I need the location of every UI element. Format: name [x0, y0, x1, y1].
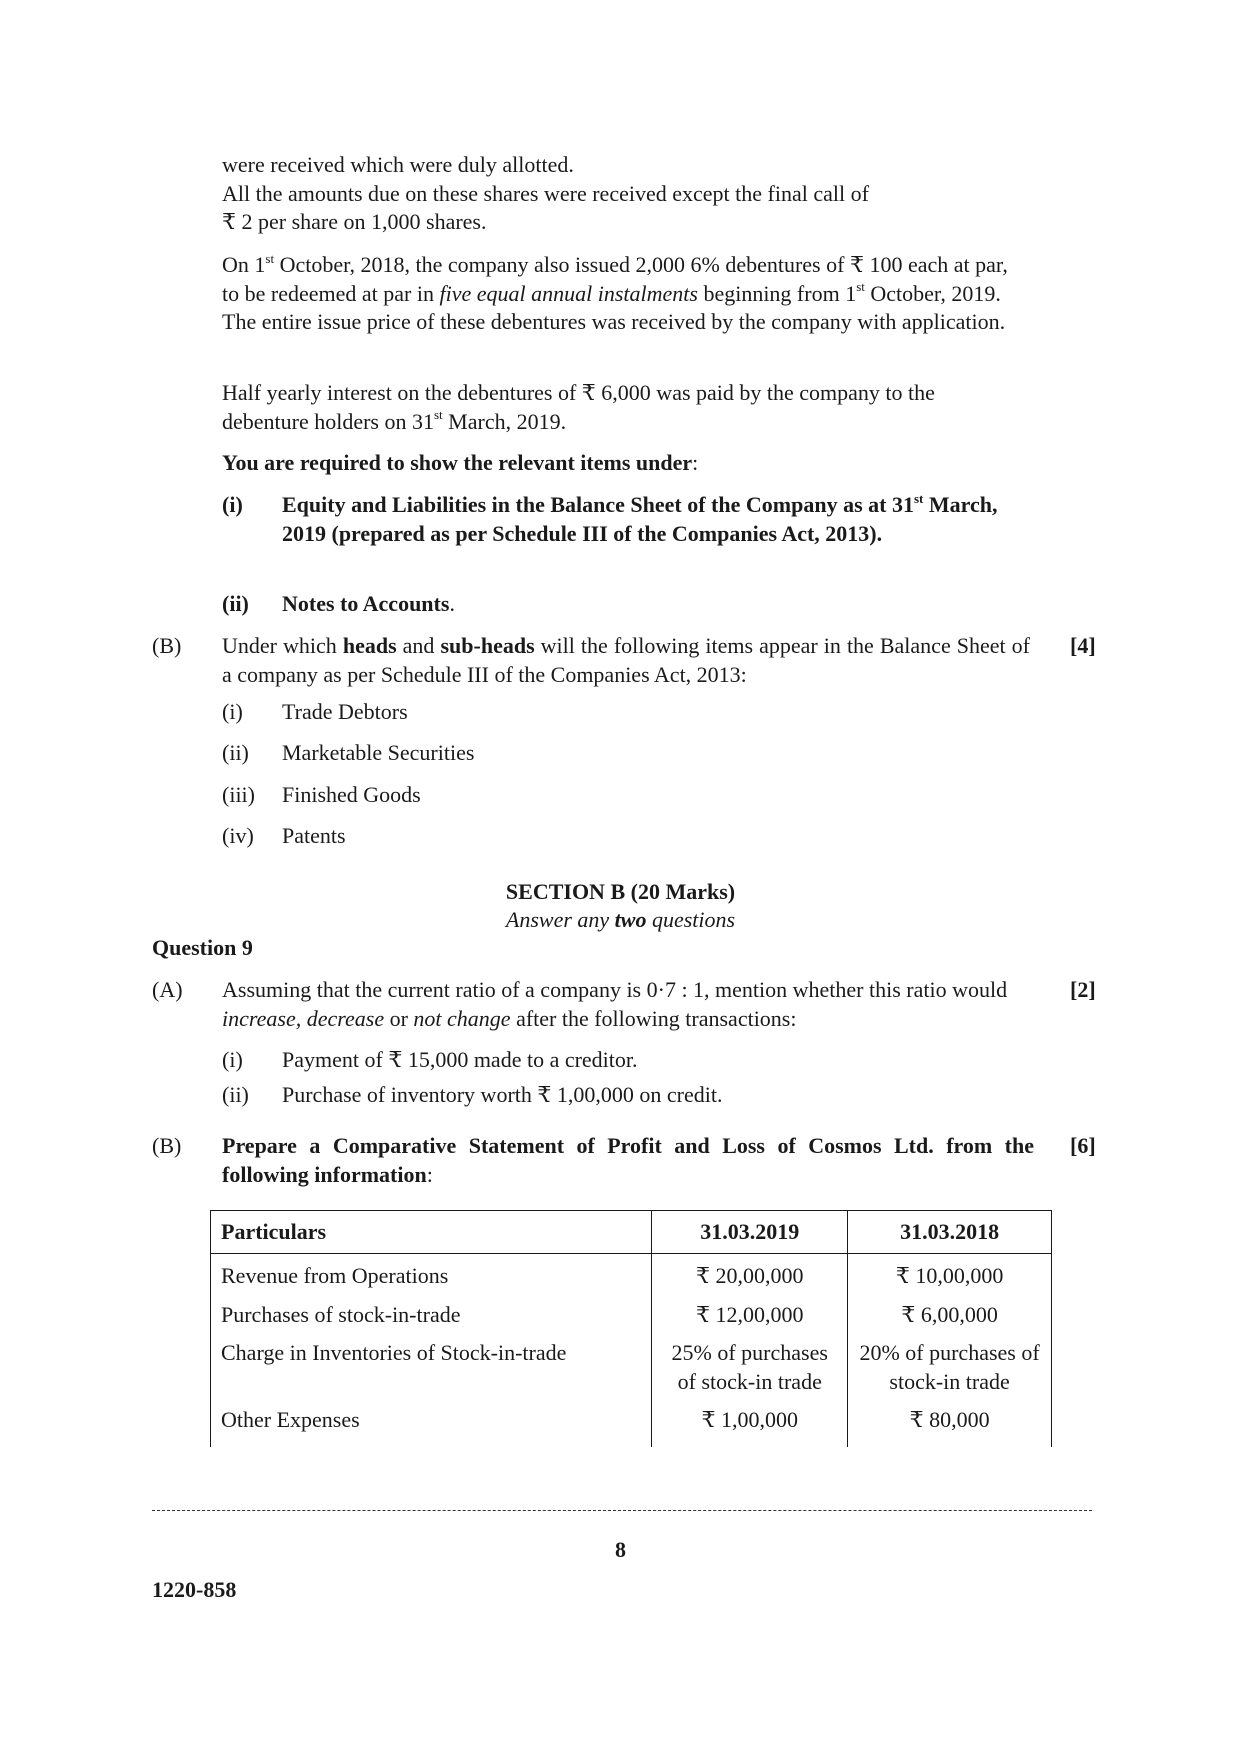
header-2018: 31.03.2018 — [848, 1211, 1052, 1254]
table-row — [211, 1254, 1052, 1293]
q9-A-marks: [2] — [1070, 977, 1096, 1002]
table-header-row — [211, 1211, 1052, 1254]
row-1-2019: ₹ 20,00,000 — [652, 1254, 848, 1293]
intro-line-1: were received which were duly allotted. — [222, 152, 574, 177]
row-3-2019: 25% of purchases of stock-in trade — [652, 1331, 848, 1398]
deb-text-d: October, 2019. The entire issue price of these debentures was received by the company with application. — [222, 280, 1006, 334]
partB-item-3-num: (iii) — [222, 782, 255, 807]
intro-line-3: ₹ 2 per share on 1,000 shares. — [222, 209, 487, 234]
page-number: 8 — [615, 1537, 626, 1562]
required-text: You are required to show the relevant items under — [222, 450, 693, 475]
row-2-2019: ₹ 12,00,000 — [652, 1293, 848, 1332]
q9-B-label: (B) — [152, 1133, 182, 1158]
q9-A-item-1-text: Payment of ₹ 15,000 made to a creditor. — [282, 1047, 638, 1072]
row-4-2019: ₹ 1,00,000 — [652, 1398, 848, 1447]
table-row — [211, 1293, 1052, 1332]
deb-sup-c: st — [856, 279, 865, 295]
row-3-2018: 20% of purchases of stock-in trade — [848, 1331, 1052, 1398]
q9-A-item-2-text: Purchase of inventory worth ₹ 1,00,000 on credit. — [282, 1082, 723, 1107]
partB-item-3-text: Finished Goods — [282, 782, 421, 807]
req-item-2-text: Notes to Accounts. — [282, 591, 455, 616]
row-1-particular: Revenue from Operations — [211, 1254, 652, 1293]
partB-item-1-text: Trade Debtors — [282, 699, 408, 724]
interest-text-b: March, 2019. — [442, 408, 567, 434]
paper-code: 1220-858 — [152, 1577, 237, 1602]
question-9-title: Question 9 — [152, 935, 253, 960]
header-2019: 31.03.2019 — [652, 1211, 848, 1254]
req-item-2-num: (ii) — [222, 591, 249, 616]
table-row — [211, 1398, 1052, 1447]
interest-paragraph — [222, 379, 1012, 436]
deb-text-a: On 1 — [222, 252, 266, 277]
section-b-title: SECTION B (20 Marks) — [505, 879, 736, 904]
partB-item-1-num: (i) — [222, 699, 243, 724]
debentures-paragraph — [222, 251, 1028, 337]
intro-line-2: All the amounts due on these shares were received except the final call of — [222, 180, 869, 206]
q9-A-question: Assuming that the current ratio of a company is 0·7 : 1, mention whether this ratio would increase, decrease or not change after the following transactions: — [222, 977, 1008, 1031]
required-heading — [222, 449, 1022, 478]
interest-sup: st — [434, 407, 443, 423]
intro-text — [222, 151, 1022, 237]
partB-question: Under which heads and sub-heads will the following items appear in the Balance Sheet of a company as per Schedule III of the Companies Act, 2013: — [222, 633, 1030, 687]
q9-B-question: Prepare a Comparative Statement of Profit and Loss of Cosmos Ltd. from the following information: — [222, 1133, 1034, 1187]
partB-label: (B) — [152, 633, 182, 658]
partB-item-2-text: Marketable Securities — [282, 740, 475, 765]
row-1-2018: ₹ 10,00,000 — [848, 1254, 1052, 1293]
partB-item-4-text: Patents — [282, 823, 346, 848]
q9-A-label: (A) — [152, 977, 183, 1002]
footer-divider — [152, 1510, 1092, 1511]
required-colon: : — [692, 450, 699, 475]
deb-italic: five equal annual instalments — [439, 280, 698, 306]
profit-loss-table — [210, 1210, 1052, 1447]
table-row — [211, 1331, 1052, 1398]
row-2-2018: ₹ 6,00,000 — [848, 1293, 1052, 1332]
partB-item-2-num: (ii) — [222, 740, 249, 765]
partB-marks: [4] — [1070, 633, 1096, 658]
row-4-particular: Other Expenses — [211, 1398, 652, 1447]
interest-text-a: Half yearly interest on the debentures of ₹ 6,000 was paid by the company to the debenture holders on 31 — [222, 380, 935, 434]
row-4-2018: ₹ 80,000 — [848, 1398, 1052, 1447]
deb-text-b: October, 2018, the company also issued 2,000 6% debentures of ₹ 100 each at par, to be redeemed at par in — [222, 252, 1008, 306]
header-particulars: Particulars — [211, 1211, 652, 1254]
deb-sup-a: st — [265, 250, 275, 266]
req-item-1-text: Equity and Liabilities in the Balance Sheet of the Company as at 31st March, 2019 (prepared as per Schedule III of the Companies Act, 2013). — [282, 490, 998, 546]
deb-text-c: beginning from 1 — [697, 280, 857, 306]
q9-A-item-2-num: (ii) — [222, 1082, 249, 1107]
row-2-particular: Purchases of stock-in-trade — [211, 1293, 652, 1332]
q9-A-item-1-num: (i) — [222, 1047, 243, 1072]
row-3-particular: Charge in Inventories of Stock-in-trade — [211, 1331, 652, 1398]
req-item-1-num: (i) — [222, 492, 243, 517]
q9-B-marks: [6] — [1070, 1133, 1096, 1158]
section-b-instruction: Answer any two questions — [505, 907, 736, 932]
partB-item-4-num: (iv) — [222, 823, 254, 848]
